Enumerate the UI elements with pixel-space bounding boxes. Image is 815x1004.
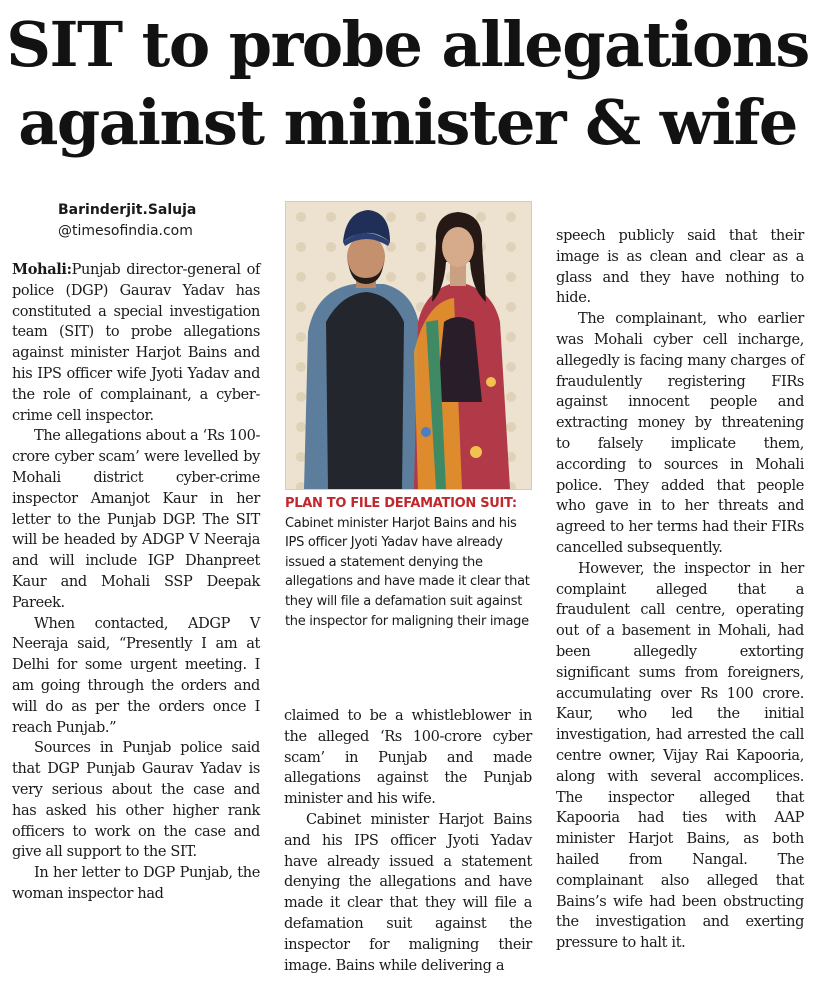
byline-handle: @timesofindia.com xyxy=(58,223,193,239)
paragraph: claimed to be a whistleblower in the alleged ‘Rs 100-crore cyber scam’ in Punjab and made allegations against the Punjab minister and his wife. xyxy=(284,708,532,808)
paragraph: Sources in Punjab police said that DGP Punjab Gaurav Yadav is very serious about the case and has asked his other higher rank officers to work on the case and give all support to the SIT. xyxy=(12,740,260,861)
caption-kicker: PLAN TO FILE DEFAMATION SUIT: xyxy=(285,496,517,511)
paragraph: speech publicly said that their image is as clean and clear as a glass and they have nothing to hide. xyxy=(556,228,804,307)
column-3 xyxy=(556,226,804,954)
headline xyxy=(0,6,815,162)
paragraph: Cabinet minister Harjot Bains and his IPS officer Jyoti Yadav have already issued a statement denying the allegations and have made it clear that they will file a defamation suit against the inspector for maligning their image. Bains while delivering a xyxy=(284,811,532,974)
paragraph: When contacted, ADGP V Neeraja said, “Presently I am at Delhi for some urgent meeting. I am going through the orders and will do as per the orders once I reach Punjab.” xyxy=(12,615,260,736)
headline-line-1: SIT to probe allegations xyxy=(6,8,809,81)
paragraph-text: Punjab director-general of police (DGP) Gaurav Yadav has constituted a special investigation team (SIT) to probe allegations against minister Harjot Bains and his IPS officer wife Jyoti Yadav and the role of complainant, a cyber-crime cell inspector. xyxy=(12,262,260,424)
paragraph xyxy=(12,260,260,426)
column-2 xyxy=(284,706,532,976)
paragraph: The allegations about a ‘Rs 100-crore cyber scam’ were levelled by Mohali district cyber-crime inspector Amanjot Kaur in her letter to the Punjab DGP. The SIT will be headed by ADGP V Neeraja and will include IGP Dhanpreet Kaur and Mohali SSP Deepak Pareek. xyxy=(12,428,260,611)
caption-text: Cabinet minister Harjot Bains and his IPS officer Jyoti Yadav have already issued a statement denying the allegations and have made it clear that they will file a defamation suit against the inspector for maligning their image xyxy=(285,515,530,629)
headline-line-2: against minister & wife xyxy=(18,86,797,159)
byline xyxy=(58,200,196,242)
news-photo xyxy=(285,201,532,490)
byline-name: Barinderjit.Saluja xyxy=(58,202,197,218)
photo-caption xyxy=(285,494,530,631)
dateline: Mohali: xyxy=(12,261,72,278)
photo-couple-illustration xyxy=(286,202,531,489)
paragraph: However, the inspector in her complaint alleged that a fraudulent call centre, operating out of a basement in Mohali, had been allegedly extorting significant sums from foreigners, accumulating over Rs 100 crore. Kaur, who led the initial investigation, had arrested the call centre owner, Vijay Rai Kapooria, along with several accomplices. The inspector alleged that Kapooria had ties with AAP minister Harjot Bains, as both hailed from Nangal. The complainant also alleged that Bains’s wife had been obstructing the investigation and exerting pressure to halt it. xyxy=(556,560,804,952)
column-1 xyxy=(12,260,260,905)
paragraph: In her letter to DGP Punjab, the woman inspector had xyxy=(12,865,260,902)
paragraph: The complainant, who earlier was Mohali cyber cell incharge, allegedly is facing many charges of fraudulently registering FIRs against innocent people and extracting money by threatening to falsely implicate them, according to sources in Mohali police. They added that people who gave in to her threats and agreed to her terms had their FIRs cancelled subsequently. xyxy=(556,311,804,556)
